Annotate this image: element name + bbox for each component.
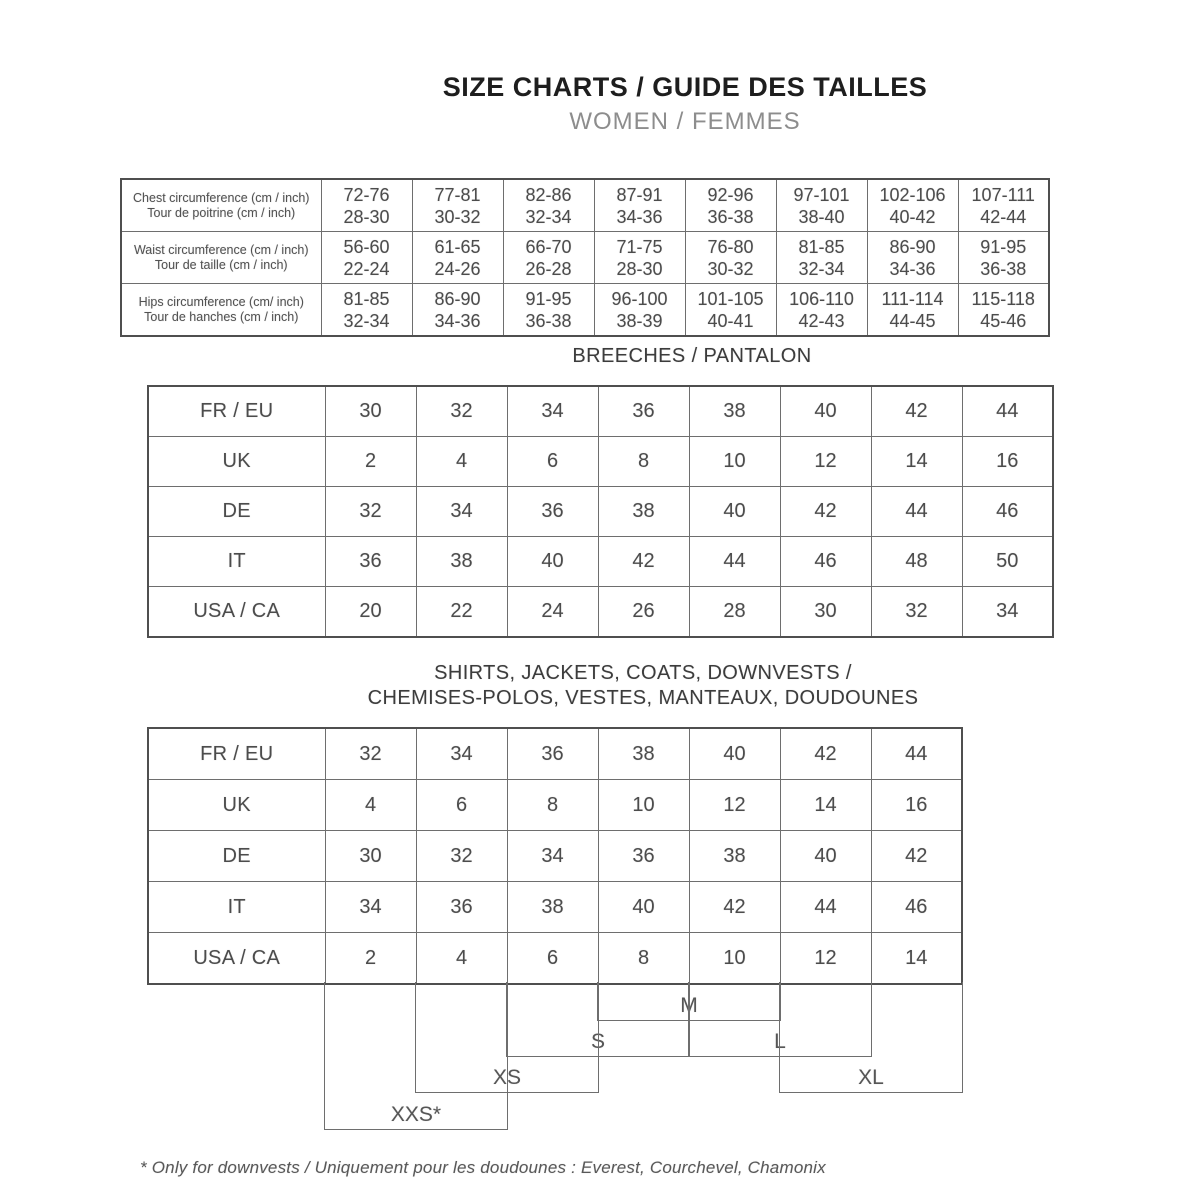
size-row: [148, 437, 1053, 487]
measurement-cm-range: 72-76: [343, 184, 390, 205]
size-cell: 38: [689, 386, 780, 437]
size-row: [148, 780, 962, 831]
size-cell: 32: [325, 487, 416, 537]
measurement-cell: [412, 179, 503, 232]
measurement-cm-range: 87-91: [616, 184, 663, 205]
measurement-inch-range: 32-34: [343, 310, 390, 331]
measurement-cm-range: 71-75: [616, 236, 663, 257]
measurement-cell: [594, 179, 685, 232]
measurement-cm-range: 86-90: [889, 236, 936, 257]
size-cell: 26: [598, 587, 689, 638]
measurement-cell: [412, 284, 503, 337]
page-subtitle: WOMEN / FEMMES: [569, 108, 801, 135]
size-cell: 34: [507, 831, 598, 882]
size-cell: 14: [871, 933, 962, 985]
size-row: [148, 728, 962, 780]
size-cell: 38: [598, 728, 689, 780]
measurement-inch-range: 38-40: [798, 206, 845, 227]
measurement-label-fr: Tour de hanches (cm / inch): [144, 309, 299, 324]
size-cell: 22: [416, 587, 507, 638]
measurement-inch-range: 42-44: [980, 206, 1027, 227]
size-cell: 44: [689, 537, 780, 587]
measurement-inch-range: 28-30: [343, 206, 390, 227]
size-cell: 34: [416, 728, 507, 780]
size-cell: 44: [962, 386, 1053, 437]
measurement-cm-range: 91-95: [525, 288, 572, 309]
region-label: USA / CA: [148, 587, 325, 638]
measurement-row: [121, 232, 1049, 284]
size-cell: 12: [689, 780, 780, 831]
size-cell: 32: [416, 831, 507, 882]
measurement-inch-range: 32-34: [798, 258, 845, 279]
size-cell: 24: [507, 587, 598, 638]
measurement-inch-range: 40-41: [707, 310, 754, 331]
breeches-table-body: [148, 386, 1053, 637]
measurement-cell: [594, 284, 685, 337]
size-cell: 6: [416, 780, 507, 831]
measurement-inch-range: 34-36: [434, 310, 481, 331]
shirts-section-title: [368, 661, 919, 711]
size-cell: 40: [780, 831, 871, 882]
size-row: [148, 386, 1053, 437]
size-cell: 38: [507, 882, 598, 933]
size-cell: 40: [689, 728, 780, 780]
size-cell: 38: [598, 487, 689, 537]
measurement-cm-range: 91-95: [980, 236, 1027, 257]
measurement-cm-range: 101-105: [697, 288, 764, 309]
measurement-label-en: Chest circumference (cm / inch): [133, 190, 310, 205]
size-cell: 8: [598, 437, 689, 487]
measurement-cm-range: 111-114: [881, 288, 944, 309]
measurement-cell: [503, 232, 594, 284]
measurement-cm-range: 82-86: [525, 184, 572, 205]
measurement-cell: [594, 232, 685, 284]
measurement-cell: [321, 232, 412, 284]
size-cell: 40: [598, 882, 689, 933]
size-cell: 48: [871, 537, 962, 587]
region-label: IT: [148, 537, 325, 587]
measurement-cm-range: 56-60: [343, 236, 390, 257]
region-label: USA / CA: [148, 933, 325, 985]
size-cell: 34: [962, 587, 1053, 638]
size-cell: 10: [689, 437, 780, 487]
shirts-table: [147, 727, 963, 985]
size-bracket-label: S: [590, 1030, 606, 1053]
size-cell: 42: [871, 386, 962, 437]
size-cell: 30: [780, 587, 871, 638]
size-cell: 16: [962, 437, 1053, 487]
size-bracket-label: XXS*: [390, 1103, 442, 1126]
size-cell: 14: [871, 437, 962, 487]
size-cell: 40: [689, 487, 780, 537]
measurement-inch-range: 30-32: [434, 206, 481, 227]
measurement-inch-range: 28-30: [616, 258, 663, 279]
measurement-cell: [958, 232, 1049, 284]
measurement-cell: [867, 284, 958, 337]
size-cell: 10: [689, 933, 780, 985]
size-cell: 32: [416, 386, 507, 437]
measurement-row: [121, 284, 1049, 337]
measurement-cell: [867, 232, 958, 284]
measurement-row-label: [121, 284, 321, 337]
size-row: [148, 587, 1053, 638]
measurement-cm-range: 66-70: [525, 236, 572, 257]
measurement-cell: [321, 284, 412, 337]
breeches-table: [147, 385, 1054, 638]
size-cell: 42: [598, 537, 689, 587]
measurement-cm-range: 77-81: [434, 184, 481, 205]
size-cell: 42: [689, 882, 780, 933]
size-row: [148, 831, 962, 882]
measurement-cell: [503, 179, 594, 232]
measurement-cell: [867, 179, 958, 232]
size-cell: 30: [325, 831, 416, 882]
measurement-row: [121, 179, 1049, 232]
shirts-section-title-line2: CHEMISES-POLOS, VESTES, MANTEAUX, DOUDOUNES: [367, 687, 919, 709]
shirts-table-body: [148, 728, 962, 984]
measurement-inch-range: 22-24: [343, 258, 390, 279]
size-cell: 14: [780, 780, 871, 831]
measurement-cell: [776, 179, 867, 232]
measurement-cell: [685, 284, 776, 337]
size-cell: 32: [871, 587, 962, 638]
measurement-inch-range: 26-28: [525, 258, 572, 279]
size-cell: 42: [780, 487, 871, 537]
size-cell: 6: [507, 933, 598, 985]
measurement-cell: [958, 179, 1049, 232]
region-label: FR / EU: [148, 386, 325, 437]
breeches-section-title: BREECHES / PANTALON: [572, 345, 812, 367]
size-row: [148, 882, 962, 933]
shirts-section-title-line1: SHIRTS, JACKETS, COATS, DOWNVESTS /: [434, 662, 852, 684]
region-label: UK: [148, 437, 325, 487]
size-cell: 20: [325, 587, 416, 638]
measurement-cell: [503, 284, 594, 337]
size-cell: 36: [416, 882, 507, 933]
size-cell: 32: [325, 728, 416, 780]
measurement-row-label: [121, 179, 321, 232]
measurements-table: [120, 178, 1050, 337]
measurement-inch-range: 36-38: [980, 258, 1027, 279]
measurement-cm-range: 81-85: [343, 288, 390, 309]
size-cell: 42: [871, 831, 962, 882]
measurement-inch-range: 42-43: [798, 310, 845, 331]
size-cell: 40: [507, 537, 598, 587]
region-label: IT: [148, 882, 325, 933]
size-cell: 12: [780, 437, 871, 487]
measurement-cell: [412, 232, 503, 284]
size-cell: 6: [507, 437, 598, 487]
size-cell: 10: [598, 780, 689, 831]
size-cell: 44: [780, 882, 871, 933]
measurement-cm-range: 115-118: [971, 288, 1035, 309]
measurement-label-fr: Tour de poitrine (cm / inch): [147, 205, 296, 220]
measurement-cell: [321, 179, 412, 232]
size-bracket-xxs: [324, 982, 508, 1130]
size-cell: 36: [325, 537, 416, 587]
size-cell: 34: [507, 386, 598, 437]
size-cell: 12: [780, 933, 871, 985]
measurement-cell: [685, 232, 776, 284]
size-cell: 34: [416, 487, 507, 537]
size-cell: 4: [416, 933, 507, 985]
region-label: FR / EU: [148, 728, 325, 780]
measurement-cm-range: 106-110: [789, 288, 854, 309]
size-cell: 8: [507, 780, 598, 831]
size-row: [148, 487, 1053, 537]
size-cell: 38: [689, 831, 780, 882]
measurement-cm-range: 107-111: [971, 184, 1035, 205]
measurement-cm-range: 61-65: [434, 236, 481, 257]
size-bracket-label: M: [680, 994, 698, 1017]
size-cell: 46: [780, 537, 871, 587]
measurement-cell: [958, 284, 1049, 337]
size-cell: 8: [598, 933, 689, 985]
size-cell: 4: [325, 780, 416, 831]
size-cell: 16: [871, 780, 962, 831]
measurement-inch-range: 38-39: [616, 310, 663, 331]
region-label: UK: [148, 780, 325, 831]
measurements-table-body: [121, 179, 1049, 336]
measurement-label-en: Hips circumference (cm/ inch): [138, 294, 304, 309]
size-cell: 2: [325, 933, 416, 985]
size-cell: 42: [780, 728, 871, 780]
measurement-cm-range: 76-80: [707, 236, 754, 257]
region-label: DE: [148, 487, 325, 537]
measurement-inch-range: 44-45: [889, 310, 936, 331]
size-cell: 40: [780, 386, 871, 437]
measurement-cell: [776, 232, 867, 284]
size-row: [148, 933, 962, 985]
measurement-inch-range: 36-38: [707, 206, 754, 227]
measurement-inch-range: 40-42: [889, 206, 936, 227]
measurement-inch-range: 30-32: [707, 258, 754, 279]
measurement-cm-range: 97-101: [793, 184, 850, 205]
size-bracket-label: XL: [858, 1066, 884, 1089]
size-cell: 36: [598, 386, 689, 437]
measurement-inch-range: 45-46: [980, 310, 1027, 331]
size-cell: 4: [416, 437, 507, 487]
measurement-cm-range: 96-100: [611, 288, 668, 309]
size-cell: 46: [962, 487, 1053, 537]
measurement-row-label: [121, 232, 321, 284]
size-row: [148, 537, 1053, 587]
measurement-cm-range: 86-90: [434, 288, 481, 309]
size-cell: 36: [598, 831, 689, 882]
measurement-inch-range: 24-26: [434, 258, 481, 279]
size-cell: 44: [871, 728, 962, 780]
measurement-label-en: Waist circumference (cm / inch): [133, 242, 309, 257]
measurement-label-fr: Tour de taille (cm / inch): [154, 257, 288, 272]
size-cell: 34: [325, 882, 416, 933]
size-cell: 50: [962, 537, 1053, 587]
size-cell: 44: [871, 487, 962, 537]
size-cell: 28: [689, 587, 780, 638]
region-label: DE: [148, 831, 325, 882]
measurement-cm-range: 81-85: [798, 236, 845, 257]
measurement-inch-range: 36-38: [525, 310, 572, 331]
size-cell: 2: [325, 437, 416, 487]
size-cell: 46: [871, 882, 962, 933]
measurement-cm-range: 92-96: [707, 184, 754, 205]
measurement-cell: [776, 284, 867, 337]
measurement-cell: [685, 179, 776, 232]
page-title: SIZE CHARTS / GUIDE DES TAILLES: [442, 72, 928, 102]
measurement-inch-range: 32-34: [525, 206, 572, 227]
size-bracket-label: XS: [492, 1066, 522, 1089]
measurement-inch-range: 34-36: [616, 206, 663, 227]
measurement-inch-range: 34-36: [889, 258, 936, 279]
size-cell: 30: [325, 386, 416, 437]
size-cell: 36: [507, 487, 598, 537]
size-cell: 38: [416, 537, 507, 587]
footnote: * Only for downvests / Uniquement pour les doudounes : Everest, Courchevel, Chamonix: [140, 1158, 826, 1177]
size-cell: 36: [507, 728, 598, 780]
size-bracket-label: L: [774, 1030, 786, 1053]
size-bracket-xl: [779, 982, 963, 1093]
measurement-cm-range: 102-106: [879, 184, 946, 205]
